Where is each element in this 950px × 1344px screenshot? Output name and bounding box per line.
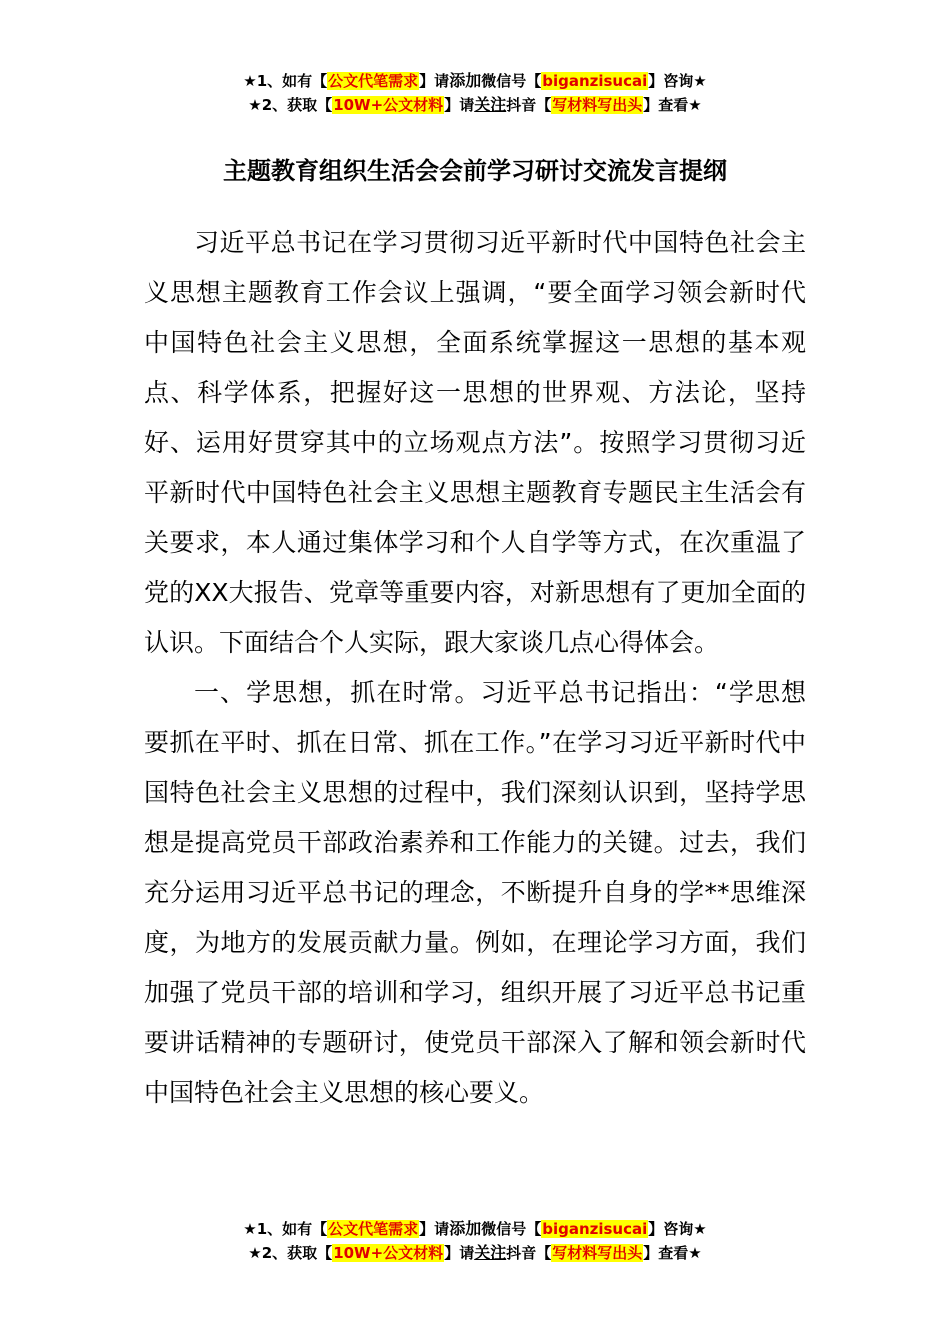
header-line-2-prefix: ★2、获取【 bbox=[248, 96, 333, 114]
body-paragraph-section-1: 一、学思想，抓在时常。习近平总书记指出：“学思想要抓在平时、抓在日常、抓在工作。”在学习习近平新时代中国特色社会主义思想的过程中，我们深刻认识到，坚持学思想是提高党员干部政治素养和工作能力的关键。过去，我们充分运用习近平总书记的理念，不断提升自身的学**思维深度，为地方的发展贡献力量。例如，在理论学习方面，我们加强了党员干部的培训和学习，组织开展了习近平总书记重要讲话精神的专题研讨，使党员干部深入了解和领会新时代中国特色社会主义思想的核心要义。 bbox=[144, 678, 806, 1107]
footer-line-1-suffix: 】咨询★ bbox=[648, 1220, 707, 1238]
header-line-2-emphasis: 关注 bbox=[474, 95, 507, 114]
footer-line-2 bbox=[0, 1241, 950, 1265]
footer-line-2-emphasis: 关注 bbox=[474, 1243, 507, 1262]
header-line-1-emphasis: 添加 bbox=[449, 71, 482, 90]
footer-service-highlight: 公文代笔需求 bbox=[328, 1220, 419, 1238]
header-line-1-middle: 】请 bbox=[419, 72, 450, 90]
footer-douyin-account-highlight: 写材料写出头 bbox=[552, 1244, 643, 1262]
materials-highlight: 10W+公文材料 bbox=[333, 96, 444, 114]
document-title: 主题教育组织生活会会前学习研讨交流发言提纲 bbox=[223, 157, 727, 185]
footer-line-1-emphasis: 添加 bbox=[449, 1219, 482, 1238]
footer-line-1-middle: 】请 bbox=[419, 1220, 450, 1238]
header-line-2-suffix: 】查看★ bbox=[643, 96, 702, 114]
document-body bbox=[144, 218, 806, 1118]
footer-line-2-prefix: ★2、获取【 bbox=[248, 1244, 333, 1262]
footer-line-2-middle-2: 抖音【 bbox=[506, 1244, 552, 1262]
header-line-1 bbox=[0, 69, 950, 93]
footer-line-1 bbox=[0, 1217, 950, 1241]
footer-line-1-prefix: ★1、如有【 bbox=[243, 1220, 328, 1238]
header-line-2-middle: 】请 bbox=[444, 96, 475, 114]
footer-banner bbox=[0, 1217, 950, 1265]
header-line-1-middle-2: 微信号【 bbox=[481, 72, 542, 90]
service-highlight: 公文代笔需求 bbox=[328, 72, 419, 90]
douyin-account-highlight: 写材料写出头 bbox=[552, 96, 643, 114]
header-banner bbox=[0, 69, 950, 117]
body-paragraph-intro: 习近平总书记在学习贯彻习近平新时代中国特色社会主义思想主题教育工作会议上强调，“要全面学习领会新时代中国特色社会主义思想，全面系统掌握这一思想的基本观点、科学体系，把握好这一思想的世界观、方法论，坚持好、运用好贯穿其中的立场观点方法”。按照学习贯彻习近平新时代中国特色社会主义思想主题教育专题民主生活会有关要求，本人通过集体学习和个人自学等方式，在次重温了党的XX大报告、党章等重要内容，对新思想有了更加全面的认识。下面结合个人实际，跟大家谈几点心得体会。 bbox=[144, 228, 806, 657]
footer-line-1-middle-2: 微信号【 bbox=[481, 1220, 542, 1238]
header-line-2-middle-2: 抖音【 bbox=[506, 96, 552, 114]
footer-line-2-middle: 】请 bbox=[444, 1244, 475, 1262]
header-line-1-prefix: ★1、如有【 bbox=[243, 72, 328, 90]
header-line-1-suffix: 】咨询★ bbox=[648, 72, 707, 90]
header-line-2 bbox=[0, 93, 950, 117]
wechat-id-highlight: biganzisucai bbox=[542, 72, 648, 90]
footer-materials-highlight: 10W+公文材料 bbox=[333, 1244, 444, 1262]
footer-wechat-id-highlight: biganzisucai bbox=[542, 1220, 648, 1238]
footer-line-2-suffix: 】查看★ bbox=[643, 1244, 702, 1262]
